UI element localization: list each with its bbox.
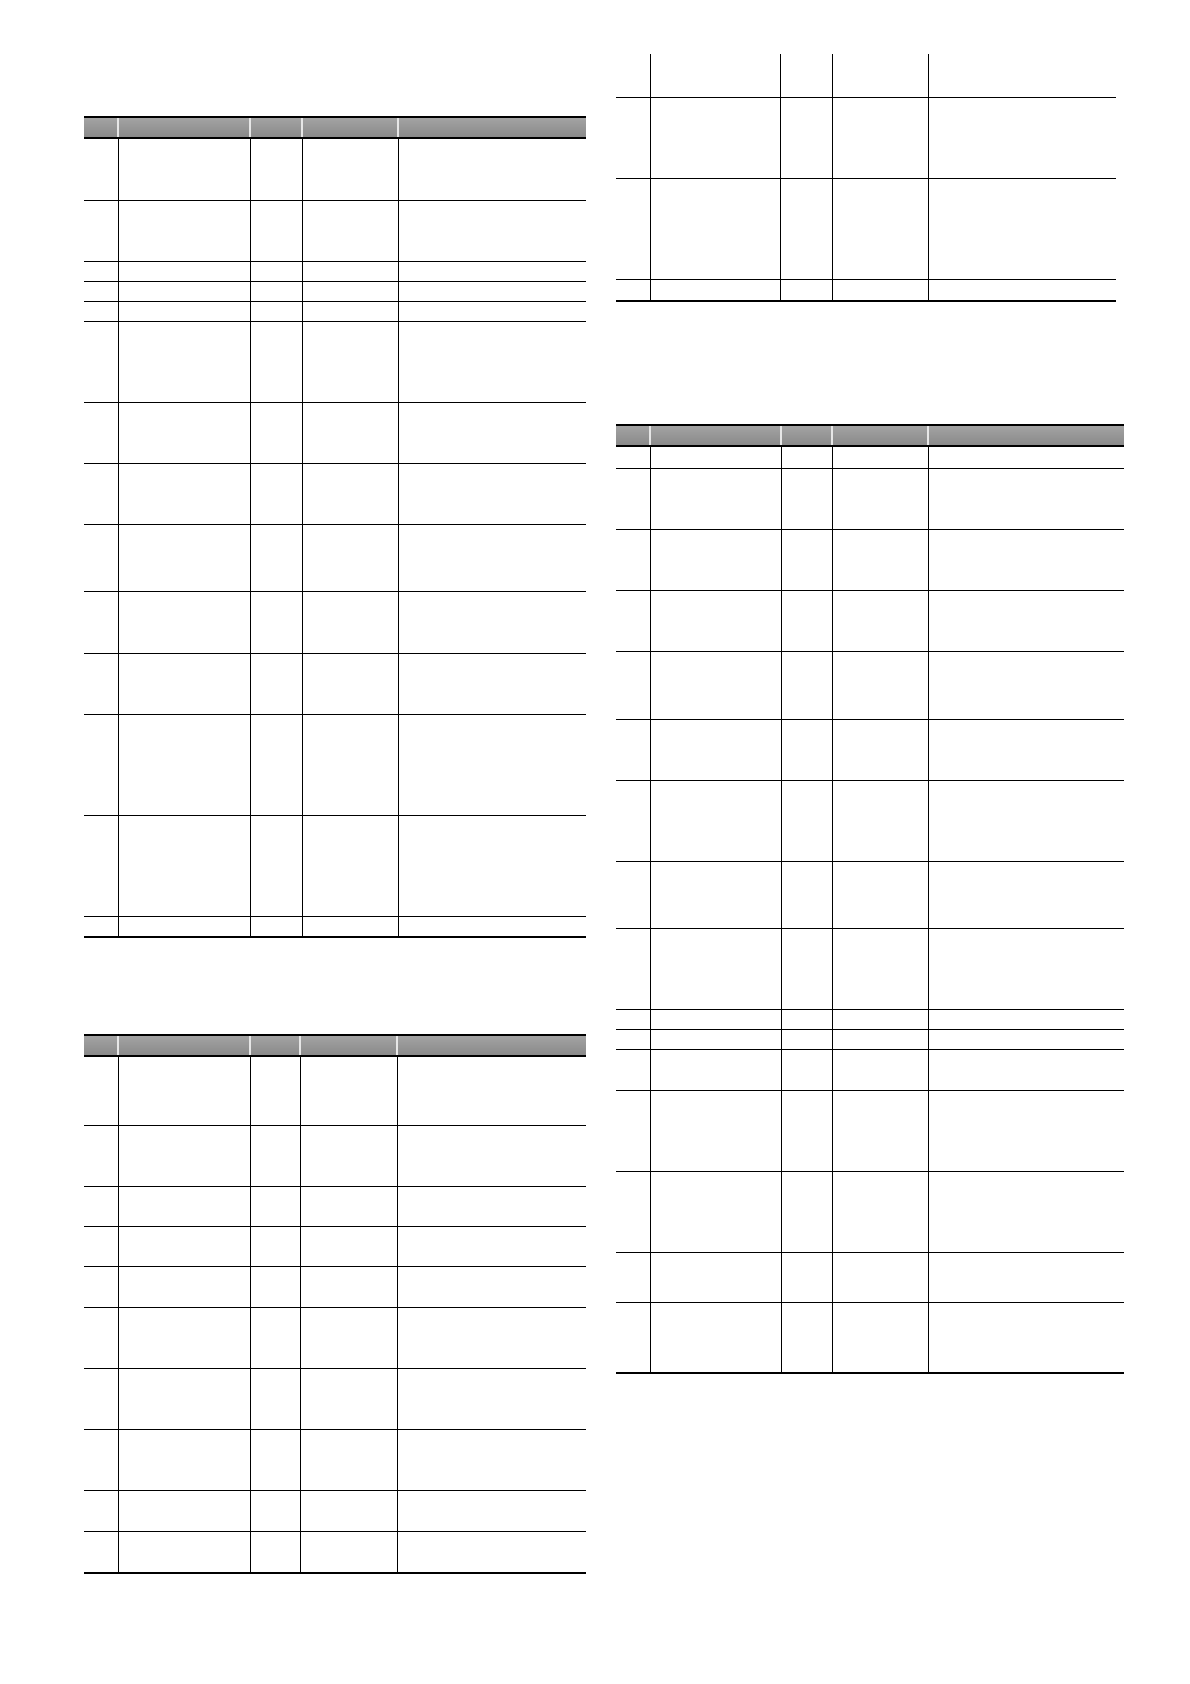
column-divider	[832, 98, 833, 179]
column-divider	[832, 530, 833, 591]
column-divider	[118, 322, 119, 403]
table-row	[84, 139, 586, 200]
column-divider	[649, 426, 651, 445]
table-header-row	[84, 1034, 586, 1057]
column-divider	[118, 917, 119, 937]
table-row	[616, 97, 1116, 179]
column-divider	[650, 447, 651, 468]
column-divider	[398, 139, 399, 200]
column-divider	[398, 201, 399, 262]
column-divider	[928, 447, 929, 468]
column-divider	[928, 530, 929, 591]
column-divider	[650, 179, 651, 280]
column-divider	[302, 525, 303, 592]
column-divider	[928, 179, 929, 280]
column-divider	[250, 262, 251, 282]
column-divider	[650, 1010, 651, 1030]
column-divider	[250, 1267, 251, 1308]
column-divider	[300, 1057, 301, 1125]
column-divider	[832, 1010, 833, 1030]
table-header-cell	[250, 118, 302, 137]
column-divider	[928, 280, 929, 301]
column-divider	[250, 1187, 251, 1227]
column-divider	[781, 591, 782, 652]
column-divider	[832, 1050, 833, 1091]
column-divider	[117, 1036, 119, 1055]
column-divider	[650, 929, 651, 1010]
table-row	[616, 468, 1124, 530]
column-divider	[250, 1227, 251, 1267]
table-header-cell	[928, 426, 1124, 445]
column-divider	[301, 118, 303, 137]
column-divider	[118, 654, 119, 715]
column-divider	[302, 917, 303, 937]
data-table	[616, 424, 1124, 1374]
column-divider	[250, 654, 251, 715]
table-row	[616, 279, 1116, 301]
column-divider	[831, 426, 833, 445]
column-divider	[397, 1369, 398, 1430]
column-divider	[250, 201, 251, 262]
column-divider	[300, 1227, 301, 1267]
table-header-cell	[397, 1036, 586, 1055]
table-header-cell	[250, 1036, 300, 1055]
column-divider	[397, 1057, 398, 1125]
table-row	[84, 1429, 586, 1491]
column-divider	[650, 1172, 651, 1253]
column-divider	[397, 1267, 398, 1308]
column-divider	[302, 592, 303, 654]
column-divider	[832, 1030, 833, 1050]
column-divider	[832, 447, 833, 468]
table-row	[84, 1531, 586, 1573]
column-divider	[249, 1036, 251, 1055]
table-row	[84, 402, 586, 464]
column-divider	[118, 201, 119, 262]
column-divider	[928, 1030, 929, 1050]
table-header-cell	[84, 118, 118, 137]
column-divider	[832, 862, 833, 929]
column-divider	[650, 1303, 651, 1373]
column-divider	[781, 652, 782, 720]
column-divider	[118, 403, 119, 464]
column-divider	[250, 322, 251, 403]
column-divider	[781, 469, 782, 530]
column-divider	[781, 1091, 782, 1172]
table-row	[616, 1049, 1124, 1091]
column-divider	[397, 1491, 398, 1532]
column-divider	[832, 929, 833, 1010]
column-divider	[250, 1491, 251, 1532]
column-divider	[300, 1369, 301, 1430]
column-divider	[781, 1253, 782, 1303]
table-row	[84, 815, 586, 917]
column-divider	[300, 1491, 301, 1532]
table-row	[84, 1125, 586, 1187]
column-divider	[650, 54, 651, 97]
table-row	[84, 1057, 586, 1125]
column-divider	[832, 469, 833, 530]
column-divider	[118, 262, 119, 282]
column-divider	[300, 1187, 301, 1227]
column-divider	[781, 1030, 782, 1050]
column-divider	[781, 862, 782, 929]
table-row	[616, 651, 1124, 720]
column-divider	[302, 715, 303, 816]
column-divider	[118, 1308, 119, 1369]
column-divider	[250, 592, 251, 654]
column-divider	[780, 179, 781, 280]
column-divider	[928, 1010, 929, 1030]
column-divider	[781, 929, 782, 1010]
data-table	[616, 54, 1116, 302]
column-divider	[832, 280, 833, 301]
table-header-row	[84, 116, 586, 139]
column-divider	[302, 302, 303, 322]
table-row	[616, 590, 1124, 652]
table-row	[84, 301, 586, 322]
column-divider	[118, 1227, 119, 1267]
column-divider	[928, 929, 929, 1010]
column-divider	[250, 282, 251, 302]
table-row	[616, 447, 1124, 468]
column-divider	[398, 302, 399, 322]
column-divider	[650, 1253, 651, 1303]
table-header-cell	[118, 118, 250, 137]
table-row	[616, 1171, 1124, 1253]
column-divider	[928, 1172, 929, 1253]
column-divider	[832, 54, 833, 97]
table-row	[84, 591, 586, 654]
column-divider	[928, 781, 929, 862]
column-divider	[928, 54, 929, 97]
column-divider	[118, 1126, 119, 1187]
column-divider	[398, 525, 399, 592]
column-divider	[650, 1030, 651, 1050]
column-divider	[650, 280, 651, 301]
column-divider	[250, 715, 251, 816]
table-row	[84, 524, 586, 592]
column-divider	[250, 1430, 251, 1491]
table-row	[616, 1009, 1124, 1030]
column-divider	[928, 720, 929, 781]
column-divider	[832, 781, 833, 862]
table-header-row	[616, 424, 1124, 447]
table-header-cell	[650, 426, 781, 445]
column-divider	[781, 1172, 782, 1253]
table-row	[84, 1186, 586, 1227]
table-header-cell	[302, 118, 398, 137]
column-divider	[118, 1491, 119, 1532]
column-divider	[781, 1050, 782, 1091]
column-divider	[250, 302, 251, 322]
column-divider	[398, 654, 399, 715]
column-divider	[250, 1126, 251, 1187]
column-divider	[300, 1267, 301, 1308]
column-divider	[398, 592, 399, 654]
column-divider	[781, 781, 782, 862]
column-divider	[397, 1430, 398, 1491]
table-row	[84, 1266, 586, 1308]
column-divider	[398, 917, 399, 937]
table-row	[84, 463, 586, 525]
column-divider	[650, 530, 651, 591]
column-divider	[650, 469, 651, 530]
column-divider	[302, 282, 303, 302]
column-divider	[650, 781, 651, 862]
column-divider	[927, 426, 929, 445]
column-divider	[300, 1532, 301, 1573]
table-header-cell	[832, 426, 928, 445]
column-divider	[832, 720, 833, 781]
column-divider	[397, 1187, 398, 1227]
data-table	[84, 116, 586, 938]
table-row	[616, 1029, 1124, 1050]
table-row	[84, 1226, 586, 1267]
column-divider	[397, 1126, 398, 1187]
column-divider	[117, 118, 119, 137]
column-divider	[118, 282, 119, 302]
table-row	[616, 54, 1116, 97]
column-divider	[250, 1532, 251, 1573]
column-divider	[118, 464, 119, 525]
column-divider	[118, 715, 119, 816]
column-divider	[650, 98, 651, 179]
table-row	[616, 780, 1124, 862]
column-divider	[118, 1187, 119, 1227]
table-row	[84, 321, 586, 403]
column-divider	[781, 530, 782, 591]
column-divider	[832, 1253, 833, 1303]
column-divider	[398, 816, 399, 917]
column-divider	[300, 1126, 301, 1187]
table-row	[616, 861, 1124, 929]
table-row	[84, 916, 586, 937]
column-divider	[118, 1430, 119, 1491]
column-divider	[650, 1050, 651, 1091]
table-row	[84, 1490, 586, 1532]
column-divider	[250, 1308, 251, 1369]
column-divider	[300, 1308, 301, 1369]
table-row	[84, 1368, 586, 1430]
column-divider	[250, 917, 251, 937]
column-divider	[302, 464, 303, 525]
column-divider	[832, 591, 833, 652]
table-row	[616, 1302, 1124, 1373]
column-divider	[250, 1369, 251, 1430]
column-divider	[832, 652, 833, 720]
column-divider	[250, 139, 251, 200]
table-row	[84, 200, 586, 262]
table-header-cell	[118, 1036, 250, 1055]
table-row	[616, 529, 1124, 591]
column-divider	[928, 1303, 929, 1373]
column-divider	[928, 1050, 929, 1091]
column-divider	[250, 1057, 251, 1125]
table-header-cell	[398, 118, 586, 137]
column-divider	[302, 654, 303, 715]
column-divider	[398, 322, 399, 403]
column-divider	[398, 262, 399, 282]
column-divider	[118, 816, 119, 917]
column-divider	[781, 447, 782, 468]
column-divider	[650, 591, 651, 652]
column-divider	[118, 1057, 119, 1125]
column-divider	[397, 1227, 398, 1267]
column-divider	[398, 403, 399, 464]
table-header-cell	[84, 1036, 118, 1055]
column-divider	[928, 98, 929, 179]
table-row	[84, 261, 586, 282]
column-divider	[650, 1091, 651, 1172]
table-row	[84, 714, 586, 816]
column-divider	[928, 862, 929, 929]
column-divider	[118, 302, 119, 322]
column-divider	[397, 1308, 398, 1369]
column-divider	[780, 98, 781, 179]
column-divider	[302, 201, 303, 262]
column-divider	[118, 592, 119, 654]
column-divider	[398, 464, 399, 525]
column-divider	[832, 1172, 833, 1253]
column-divider	[302, 262, 303, 282]
column-divider	[650, 720, 651, 781]
column-divider	[928, 652, 929, 720]
column-divider	[302, 403, 303, 464]
column-divider	[250, 816, 251, 917]
column-divider	[650, 862, 651, 929]
table-row	[616, 928, 1124, 1010]
column-divider	[398, 715, 399, 816]
column-divider	[250, 403, 251, 464]
column-divider	[302, 322, 303, 403]
table-row	[84, 281, 586, 302]
column-divider	[302, 816, 303, 917]
column-divider	[832, 1091, 833, 1172]
column-divider	[250, 464, 251, 525]
column-divider	[118, 1267, 119, 1308]
column-divider	[780, 426, 782, 445]
column-divider	[302, 139, 303, 200]
table-row	[84, 1307, 586, 1369]
column-divider	[250, 525, 251, 592]
column-divider	[781, 1303, 782, 1373]
data-table	[84, 1034, 586, 1574]
column-divider	[781, 1010, 782, 1030]
column-divider	[398, 282, 399, 302]
column-divider	[249, 118, 251, 137]
column-divider	[780, 54, 781, 97]
table-header-cell	[300, 1036, 397, 1055]
column-divider	[832, 1303, 833, 1373]
table-row	[616, 178, 1116, 280]
table-row	[616, 719, 1124, 781]
column-divider	[928, 1091, 929, 1172]
column-divider	[780, 280, 781, 301]
column-divider	[299, 1036, 301, 1055]
column-divider	[928, 1253, 929, 1303]
column-divider	[300, 1430, 301, 1491]
table-row	[616, 1252, 1124, 1303]
column-divider	[832, 179, 833, 280]
column-divider	[118, 1532, 119, 1573]
column-divider	[928, 591, 929, 652]
column-divider	[397, 1532, 398, 1573]
column-divider	[118, 525, 119, 592]
table-row	[616, 1090, 1124, 1172]
column-divider	[397, 118, 399, 137]
table-row	[84, 653, 586, 715]
column-divider	[118, 1369, 119, 1430]
column-divider	[781, 720, 782, 781]
column-divider	[118, 139, 119, 200]
column-divider	[396, 1036, 398, 1055]
table-header-cell	[616, 426, 650, 445]
table-header-cell	[781, 426, 832, 445]
column-divider	[650, 652, 651, 720]
column-divider	[928, 469, 929, 530]
